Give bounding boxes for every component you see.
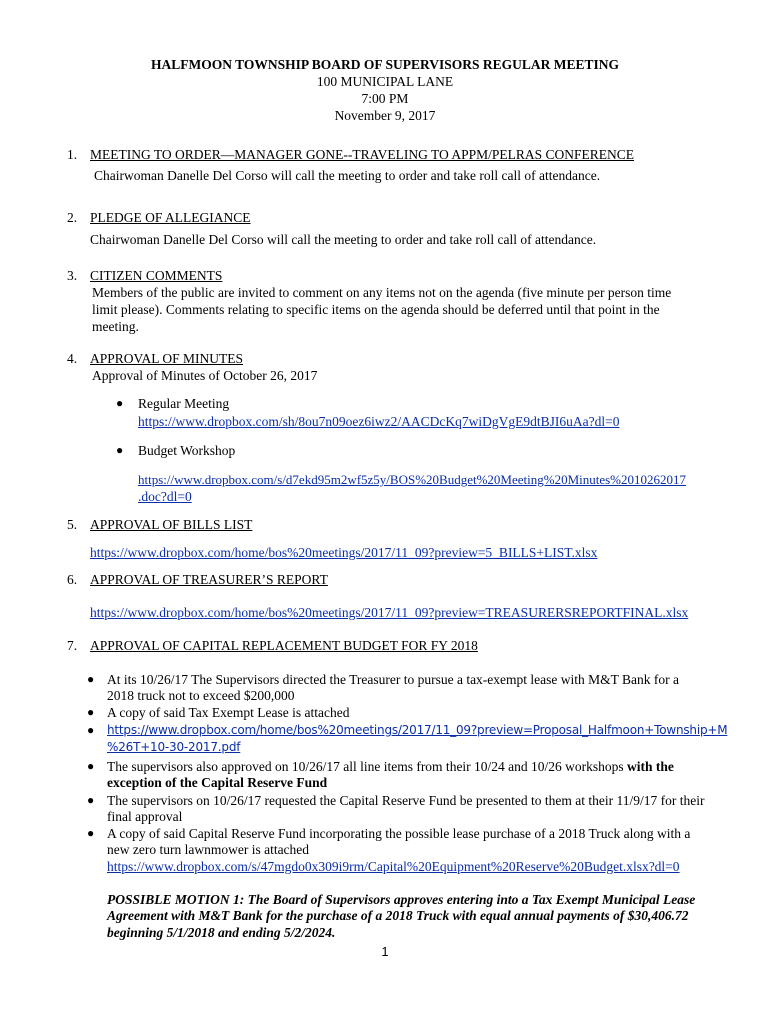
item-number: 3. — [67, 268, 78, 283]
meeting-address: 100 MUNICIPAL LANE — [316, 74, 454, 89]
item-number: 5. — [67, 517, 78, 532]
item-heading-citizen-comments: CITIZEN COMMENTS — [90, 268, 223, 283]
bullet-text-line-bold: exception of the Capital Reserve Fund — [107, 775, 328, 790]
item-body: Chairwoman Danelle Del Corso will call the meeting to order and take roll call of attendance. — [94, 168, 601, 183]
item-number: 4. — [67, 351, 78, 366]
bullet-icon: ● — [87, 793, 95, 807]
bullet-icon: ● — [87, 759, 95, 773]
bullet-text-line: A copy of said Capital Reserve Fund incorporating the possible lease purchase of a 2018 Truck along with a — [107, 826, 691, 841]
bullet-label-regular-meeting: Regular Meeting — [138, 396, 230, 411]
capital-reserve-link[interactable]: https://www.dropbox.com/s/47mgdo0x309i9rm/Capital%20Equipment%20Reserve%20Budget.xlsx?dl=0 — [107, 859, 680, 874]
regular-meeting-link[interactable]: https://www.dropbox.com/sh/8ou7n09oez6iwz2/AACDcKq7wiDgVgE9dtBJI6uAa?dl=0 — [138, 414, 620, 429]
bullet-text-line: final approval — [107, 809, 183, 824]
document-title: HALFMOON TOWNSHIP BOARD OF SUPERVISORS REGULAR MEETING — [150, 57, 620, 72]
bullet-icon: ● — [87, 826, 95, 840]
item-body-line: Members of the public are invited to comment on any items not on the agenda (five minute per person time — [92, 285, 672, 300]
bullet-text-line — [107, 758, 674, 775]
budget-workshop-link-cont[interactable]: .doc?dl=0 — [138, 489, 192, 504]
motion-line: beginning 5/1/2018 and ending 5/2/2024. — [107, 925, 336, 940]
item-heading-meeting-to-order: MEETING TO ORDER—MANAGER GONE--TRAVELING TO APPM/PELRAS CONFERENCE — [90, 147, 635, 162]
item-number: 1. — [67, 147, 78, 162]
bullet-text-bold: with the — [627, 759, 674, 774]
bullet-text-plain: The supervisors also approved on 10/26/17 all line items from their 10/24 and 10/26 workshops — [107, 759, 628, 774]
bullet-text-line: At its 10/26/17 The Supervisors directed the Treasurer to pursue a tax-exempt lease with M&T Bank for a — [107, 672, 680, 687]
page-number: 1 — [381, 944, 389, 959]
motion-line: Agreement with M&T Bank for the purchase of a 2018 Truck with equal annual payments of $30,406.72 — [107, 908, 689, 923]
item-heading-treasurers-report: APPROVAL OF TREASURER’S REPORT — [90, 572, 328, 587]
item-body-line: limit please). Comments relating to specific items on the agenda should be deferred until that point in the — [92, 302, 660, 317]
item-heading-capital-replacement-budget: APPROVAL OF CAPITAL REPLACEMENT BUDGET FOR FY 2018 — [90, 638, 478, 653]
treasurers-report-link[interactable]: https://www.dropbox.com/home/bos%20meetings/2017/11_09?preview=TREASURERSREPORTFINAL.xlsx — [90, 605, 689, 620]
meeting-time: 7:00 PM — [361, 91, 409, 106]
meeting-date: November 9, 2017 — [334, 108, 436, 123]
motion-line: POSSIBLE MOTION 1: The Board of Supervisors approves entering into a Tax Exempt Municipal Lease — [107, 892, 696, 907]
bullet-text-line: A copy of said Tax Exempt Lease is attached — [107, 705, 350, 720]
bullet-icon: ● — [87, 672, 95, 686]
item-body: Chairwoman Danelle Del Corso will call the meeting to order and take roll call of attendance. — [90, 232, 597, 247]
bullet-icon: ● — [87, 705, 95, 719]
lease-proposal-link-cont[interactable]: %26T+10-30-2017.pdf — [107, 740, 241, 754]
bullet-text-line: The supervisors on 10/26/17 requested the Capital Reserve Fund be presented to them at their 11/9/17 for their — [107, 793, 705, 808]
bullet-icon: ● — [116, 443, 124, 457]
bullet-icon: ● — [87, 723, 95, 737]
item-heading-pledge: PLEDGE OF ALLEGIANCE — [90, 210, 251, 225]
item-body: Approval of Minutes of October 26, 2017 — [92, 368, 318, 383]
item-heading-bills-list: APPROVAL OF BILLS LIST — [90, 517, 253, 532]
item-number: 6. — [67, 572, 78, 587]
lease-proposal-link[interactable]: https://www.dropbox.com/home/bos%20meetings/2017/11_09?preview=Proposal_Halfmoon+Township+M — [107, 723, 728, 737]
item-number: 2. — [67, 210, 78, 225]
budget-workshop-link[interactable]: https://www.dropbox.com/s/d7ekd95m2wf5z5y/BOS%20Budget%20Meeting%20Minutes%2010262017 — [138, 472, 687, 487]
item-body-line: meeting. — [92, 319, 139, 334]
bullet-icon: ● — [116, 396, 124, 410]
bills-list-link[interactable]: https://www.dropbox.com/home/bos%20meetings/2017/11_09?preview=5_BILLS+LIST.xlsx — [90, 545, 598, 560]
bullet-text-line: new zero turn lawnmower is attached — [107, 842, 310, 857]
bullet-label-budget-workshop: Budget Workshop — [138, 443, 236, 458]
bullet-text-line: 2018 truck not to exceed $200,000 — [107, 688, 295, 703]
item-heading-approval-of-minutes: APPROVAL OF MINUTES — [90, 351, 244, 366]
item-number: 7. — [67, 638, 78, 653]
